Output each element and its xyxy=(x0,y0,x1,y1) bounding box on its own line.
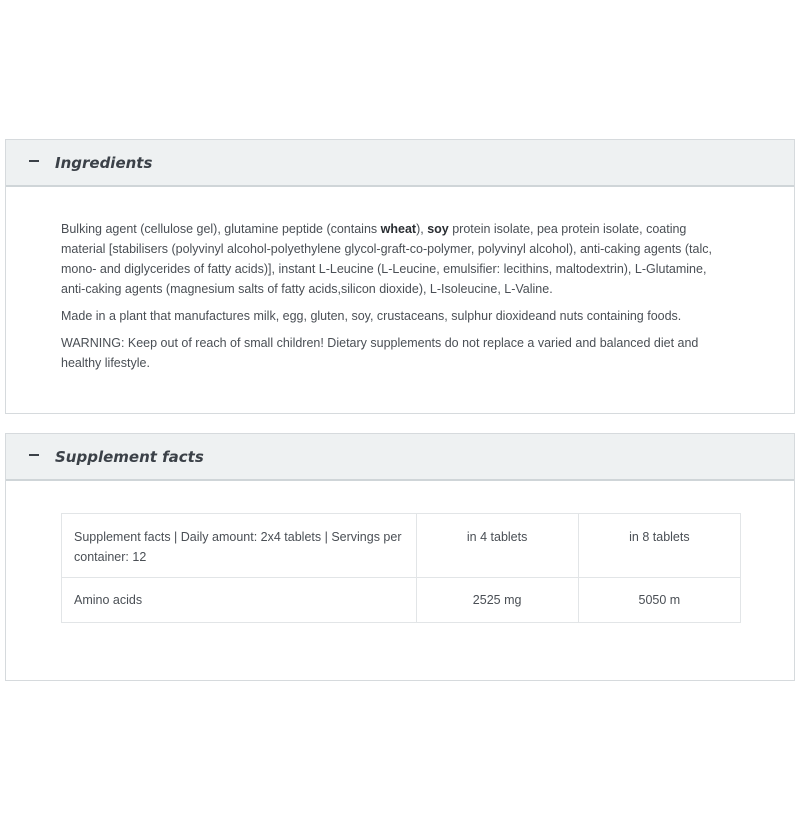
allergen-notice: Made in a plant that manufactures milk, egg, gluten, soy, crustaceans, sulphur dioxideand nuts containing foods. xyxy=(61,309,682,323)
table-header-cell: Supplement facts | Daily amount: 2x4 tablets | Servings per container: 12 xyxy=(62,514,417,578)
ingredients-text-part: protein isolate, pea protein isolate, coating material [stabilisers (polyvinyl alcohol-polyethylene glycol-graft-co-polymer, polyvinyl alcohol), anti-caking agents (talc, mono- and diglycerides of fatty acids)], instant L-Leucine (L-Leucine, emulsifier: lecithins, maltodextrin), L-Glutamine, anti-caking agents (magnesium salts of fatty acids,silicon dioxide), L-Isoleucine, L-Valine. xyxy=(61,222,712,296)
allergen-soy: soy xyxy=(427,222,449,236)
table-header-cell: in 8 tablets xyxy=(578,514,740,578)
supplement-facts-header[interactable] xyxy=(6,434,794,481)
collapse-minus-icon[interactable] xyxy=(29,160,39,162)
warning-notice: WARNING: Keep out of reach of small children! Dietary supplements do not replace a varied and balanced diet and healthy lifestyle. xyxy=(61,336,699,370)
ingredients-title: Ingredients xyxy=(55,153,153,172)
supplement-facts-title: Supplement facts xyxy=(55,447,204,466)
ingredients-paragraph xyxy=(61,219,734,299)
table-header-cell: in 4 tablets xyxy=(416,514,578,578)
supplement-facts-table xyxy=(61,513,741,623)
ingredients-content xyxy=(6,187,794,373)
table-row xyxy=(62,578,741,623)
table-cell: Amino acids xyxy=(62,578,417,623)
table-cell: 2525 mg xyxy=(416,578,578,623)
ingredients-panel xyxy=(5,139,795,414)
table-cell: 5050 m xyxy=(578,578,740,623)
allergen-wheat: wheat xyxy=(380,222,417,236)
ingredients-text-part: Bulking agent (cellulose gel), glutamine peptide (contains xyxy=(61,222,381,236)
collapse-minus-icon[interactable] xyxy=(29,454,39,456)
supplement-facts-panel xyxy=(5,433,795,681)
table-header-row xyxy=(62,514,741,578)
supplement-facts-content xyxy=(6,481,794,623)
ingredients-text-part: ), xyxy=(416,222,428,236)
ingredients-header[interactable] xyxy=(6,140,794,187)
